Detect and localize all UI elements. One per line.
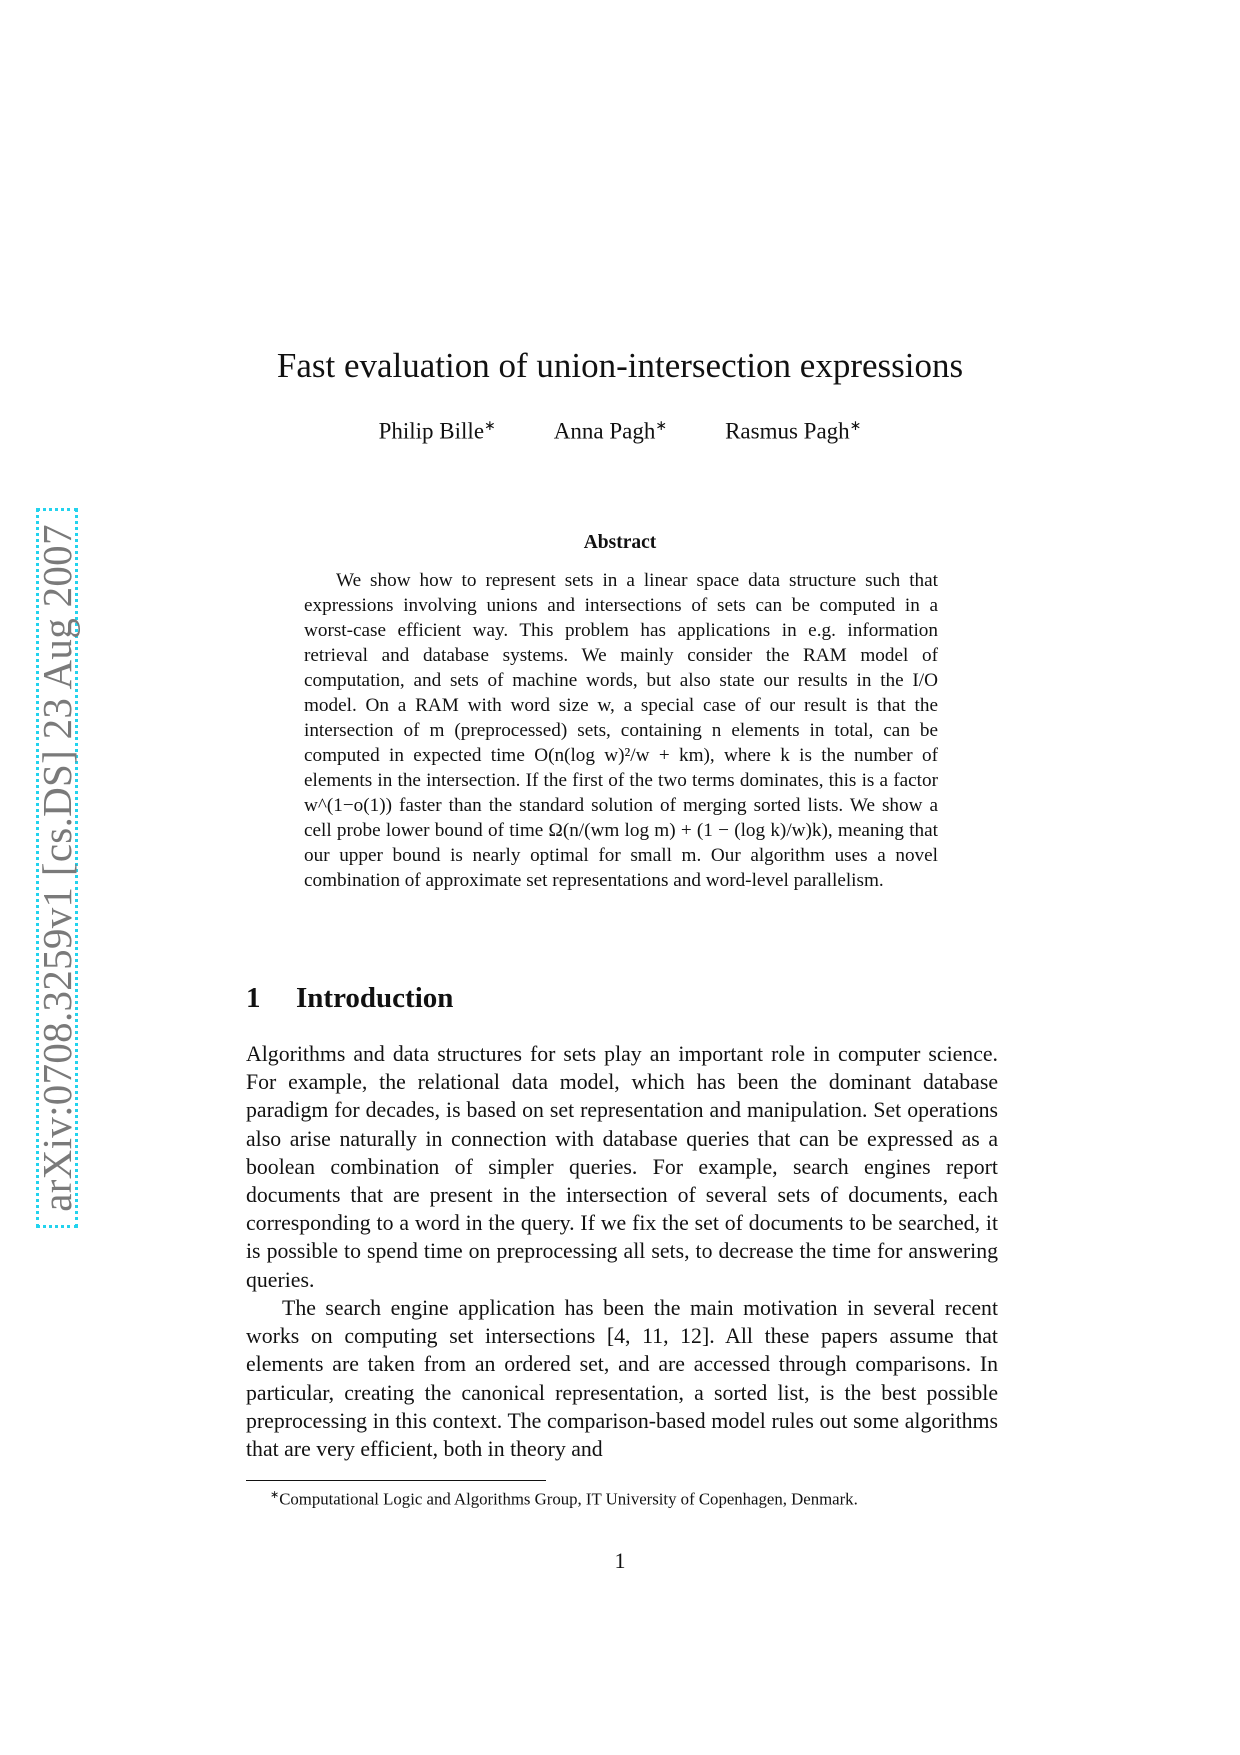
arxiv-identifier[interactable]: arXiv:0708.3259v1 [cs.DS] 23 Aug 2007 — [34, 524, 80, 1212]
author-1 — [379, 418, 496, 445]
section-heading — [246, 982, 453, 1015]
intro-paragraph-2: The search engine application has been the main motivation in several recent works on computing set intersections [4, 11, 12]. All these papers assume that elements are taken from an ordered set, and are accessed through comparisons. In particular, creating the canonical representation, a sorted list, is the best possible preprocessing in this context. The comparison-based model rules out some algorithms that are very efficient, both in theory and — [246, 1296, 998, 1462]
abstract-text: We show how to represent sets in a linear space data structure such that expressions involving unions and intersections of sets can be computed in a worst-case efficient way. This problem has applications in e.g. information retrieval and database systems. We mainly consider the RAM model of computation, and sets of machine words, but also state our results in the I/O model. On a RAM with word size w, a special case of our result is that the intersection of m (preprocessed) sets, containing n elements in total, can be computed in expected time O(n(log w)²/w + km), where k is the number of elements in the intersection. If the first of the two terms dominates, this is a factor w^(1−o(1)) faster than the standard solution of merging sorted lists. We show a cell probe lower bound of time Ω(n/(wm log m) + (1 − (log k)/w)k), meaning that our upper bound is nearly optimal for small m. Our algorithm uses a novel combination of approximate set representations and word-level parallelism. — [304, 570, 938, 891]
page-number: 1 — [614, 1548, 626, 1573]
affiliation-mark: ∗ — [484, 419, 496, 434]
author-name: Anna Pagh — [553, 418, 656, 444]
affiliation-mark: ∗ — [655, 419, 668, 434]
author-name: Rasmus Pagh — [725, 418, 850, 444]
footnote-text: Computational Logic and Algorithms Group, IT University of Copenhagen, Denmark. — [279, 1489, 858, 1509]
footnote-mark: ∗ — [270, 1489, 280, 1501]
paper-title: Fast evaluation of union-intersection expressions — [276, 346, 964, 385]
author-name: Philip Bille — [378, 418, 485, 444]
section-title: Introduction — [296, 982, 454, 1014]
affiliation-mark: ∗ — [849, 419, 862, 434]
author-2 — [554, 418, 667, 445]
section-number: 1 — [246, 982, 261, 1014]
abstract-heading: Abstract — [583, 532, 657, 553]
intro-paragraph-1: Algorithms and data structures for sets play an important role in computer science. For example, the relational data model, which has been the dominant database paradigm for decades, is based on set representation and manipulation. Set operations also arise naturally in connection with database queries that can be expressed as a boolean combination of simpler queries. For example, search engines report documents that are present in the intersection of several sets of documents, each corresponding to a word in the query. If we fix the set of documents to be searched, it is possible to spend time on preprocessing all sets, to decrease the time for answering queries. — [246, 1042, 998, 1292]
author-3 — [725, 418, 861, 445]
footnote-rule — [246, 1480, 546, 1481]
author-list — [0, 418, 1240, 445]
footnote — [270, 1484, 1010, 1511]
arxiv-side-stamp — [36, 508, 78, 1228]
